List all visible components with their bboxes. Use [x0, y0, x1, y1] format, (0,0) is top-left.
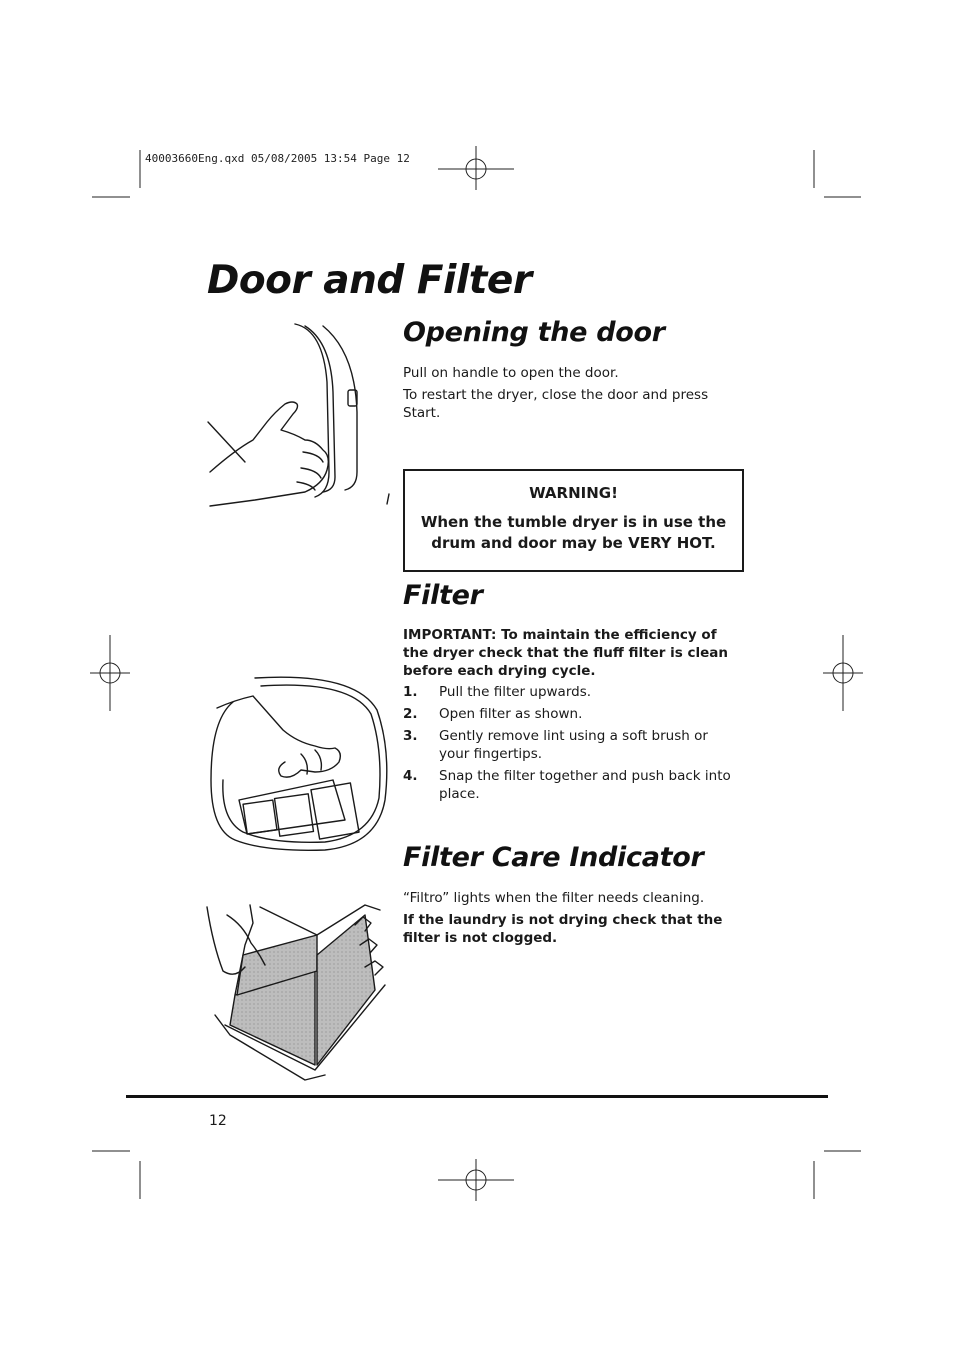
filter-step: [403, 705, 748, 723]
page-number: 12: [209, 1113, 227, 1129]
step-number: 3.: [403, 728, 418, 744]
filter-step: [403, 767, 748, 803]
filter-removal-illustration: [205, 670, 395, 860]
section-heading-opening-door: Opening the door: [403, 317, 665, 348]
step-number: 4.: [403, 768, 418, 784]
step-text: Gently remove lint using a soft brush or your fingertips.: [439, 728, 708, 762]
opening-instruction-2: To restart the dryer, close the door and press Start.: [403, 387, 709, 421]
filter-care-clogged-note: If the laundry is not drying check that the filter is not clogged.: [403, 912, 723, 946]
step-number: 2.: [403, 706, 418, 722]
warning-body: When the tumble dryer is in use the drum and door may be VERY HOT.: [420, 513, 727, 552]
page-title: Door and Filter: [207, 258, 532, 303]
warning-title: WARNING!: [529, 484, 618, 502]
filter-steps: [403, 683, 748, 803]
file-slug: 40003660Eng.qxd 05/08/2005 13:54 Page 12: [145, 152, 410, 165]
filter-open-illustration: [205, 895, 395, 1085]
section-heading-filter: Filter: [403, 580, 483, 611]
step-text: Pull the filter upwards.: [439, 684, 592, 700]
section-heading-filter-care: Filter Care Indicator: [403, 842, 704, 873]
filter-care-indicator-text: “Filtro” lights when the filter needs cleaning.: [403, 890, 705, 906]
step-text: Snap the filter together and push back into place.: [439, 768, 731, 802]
warning-box: [403, 469, 744, 572]
door-opening-illustration: [205, 322, 395, 507]
filter-step: [403, 683, 748, 701]
opening-instruction-1: Pull on handle to open the door.: [403, 365, 619, 381]
footer-rule: [126, 1095, 828, 1098]
step-number: 1.: [403, 684, 418, 700]
filter-important-note: IMPORTANT: To maintain the efficiency of the dryer check that the fluff filter is clean before each drying cycle.: [403, 627, 728, 679]
step-text: Open filter as shown.: [439, 706, 583, 722]
filter-step: [403, 727, 748, 763]
